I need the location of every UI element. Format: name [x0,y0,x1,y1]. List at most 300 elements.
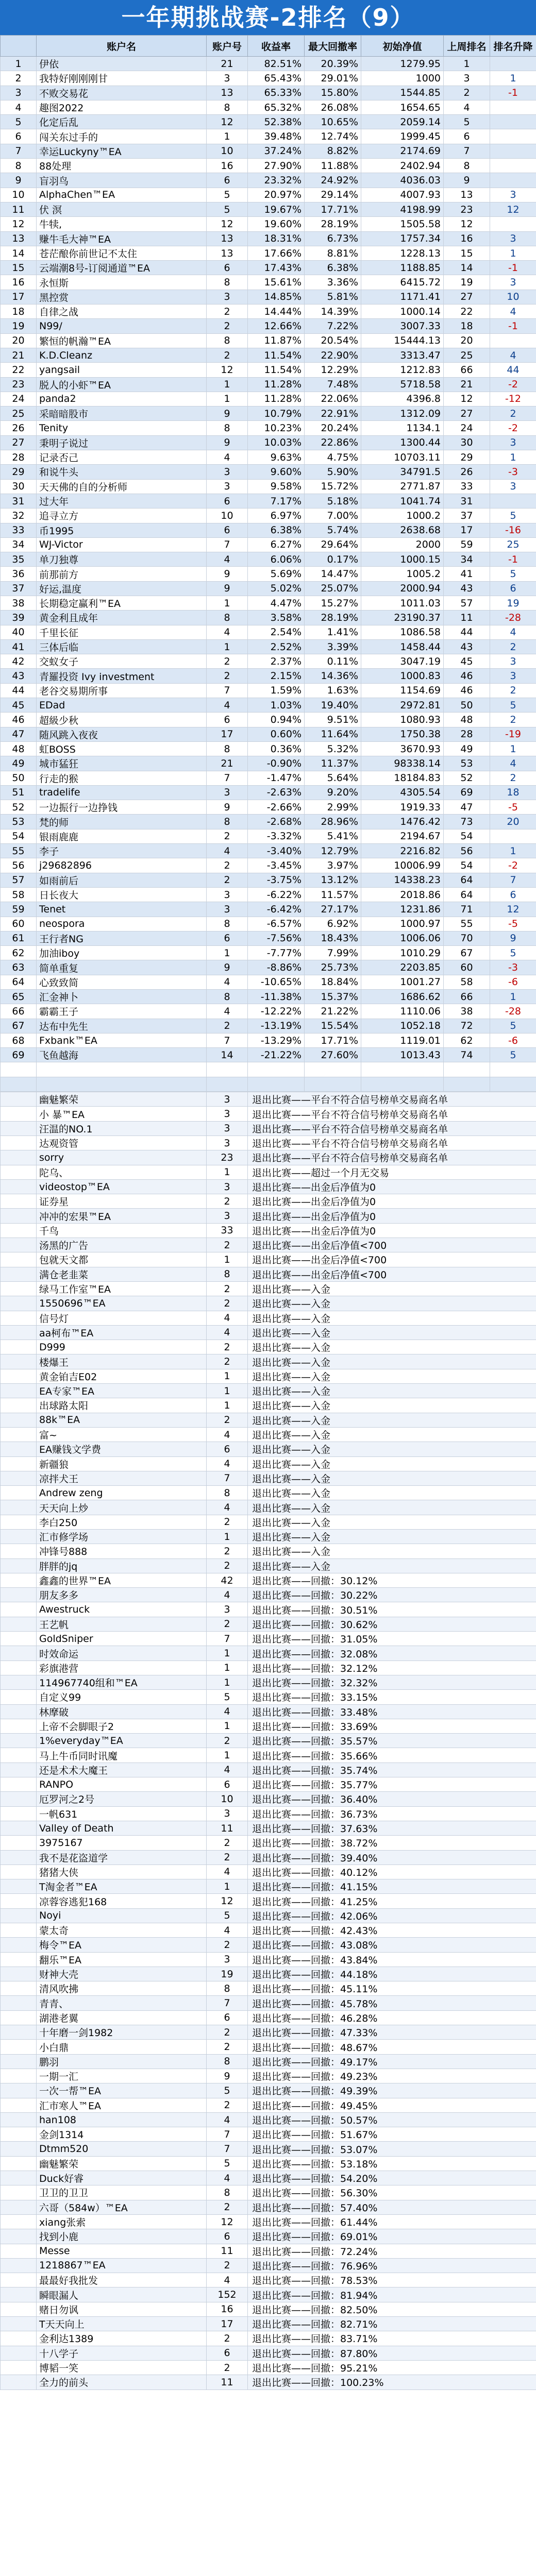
account-no-cell: 7 [207,2127,248,2142]
rank-change-cell: 5 [490,698,536,713]
last-rank-cell: 8 [444,159,490,173]
account-name-cell: 上帝不会脚眼子2 [37,1719,207,1733]
initial-nav-cell: 3047.19 [361,654,444,669]
drawdown-cell: 15.72% [305,479,361,494]
empty-cell [1,1325,37,1340]
exit-reason-cell: 退出比赛——回撤：30.12% [248,1573,536,1587]
empty-cell [1,1952,37,1967]
drawdown-cell: 11.37% [305,756,361,771]
exited-row [1,1865,536,1879]
table-row [1,479,536,494]
exited-row [1,2142,536,2156]
account-no-cell: 6 [207,523,248,537]
account-name-cell: 1218867™EA [37,2258,207,2273]
account-name-cell: 幽魅繁荣 [37,2156,207,2171]
account-no-cell: 7 [207,537,248,552]
account-name-cell: 证券星 [37,1194,207,1209]
rank-cell: 64 [1,975,37,989]
rank-change-cell: 4 [490,348,536,362]
account-name-cell: 88处理 [37,159,207,173]
initial-nav-cell: 1005.2 [361,567,444,581]
table-row [1,844,536,858]
initial-nav-cell: 1654.65 [361,100,444,114]
empty-cell [1,2214,37,2229]
header-row [1,36,536,57]
exited-row [1,2112,536,2127]
account-no-cell: 3 [207,785,248,800]
account-name-cell: 幸运Luckyny™EA [37,144,207,158]
exited-row [1,1879,536,1894]
account-name-cell: 千里长征 [37,625,207,639]
rank-change-cell: 5 [490,946,536,960]
last-rank-cell: 57 [444,596,490,610]
exit-reason-cell: 退出比赛——出金后净值为0 [248,1209,536,1223]
return-cell: 39.48% [248,129,305,144]
drawdown-cell: 25.73% [305,960,361,975]
account-name-cell: 林摩破 [37,1704,207,1719]
initial-nav-cell: 18184.83 [361,771,444,785]
rank-change-cell: 3 [490,669,536,683]
empty-cell [1,1209,37,1223]
account-name-cell: 黄金铂吉E02 [37,1369,207,1383]
empty-cell [1,1762,37,1777]
table-row [1,1004,536,1019]
rank-cell: 26 [1,421,37,435]
empty-cell [1,1646,37,1660]
account-name-cell: 自律之战 [37,304,207,319]
drawdown-cell: 3.36% [305,275,361,290]
account-no-cell: 12 [207,2214,248,2229]
initial-nav-cell: 5718.58 [361,377,444,392]
empty-cell [1,1092,37,1107]
account-no-cell: 4 [207,698,248,713]
empty-cell [1,2229,37,2244]
return-cell: 37.24% [248,144,305,158]
rank-change-cell: 3 [490,654,536,669]
account-name-cell: 趣图2022 [37,100,207,114]
exited-row [1,1325,536,1340]
rank-change-cell [490,829,536,843]
empty-cell [1,1558,37,1573]
initial-nav-cell: 1041.74 [361,494,444,508]
drawdown-cell: 5.74% [305,523,361,537]
account-no-cell: 1 [207,1369,248,1383]
account-no-cell: 8 [207,917,248,931]
rank-cell: 69 [1,1048,37,1062]
rank-change-cell: -28 [490,611,536,625]
table-row [1,275,536,290]
table-row [1,975,536,989]
account-no-cell: 16 [207,159,248,173]
account-no-cell: 17 [207,727,248,741]
account-no-cell: 4 [207,1311,248,1325]
account-name-cell: Dtmm520 [37,2142,207,2156]
rank-change-cell [490,494,536,508]
return-cell: -13.19% [248,1019,305,1033]
rank-cell: 40 [1,625,37,639]
table-row [1,1033,536,1047]
rank-cell: 38 [1,596,37,610]
empty-cell [1,1573,37,1587]
return-cell: 9.60% [248,465,305,479]
account-no-cell: 11 [207,2375,248,2389]
exited-row [1,1150,536,1165]
return-cell: -13.29% [248,1033,305,1047]
account-name-cell: 猪猪大侠 [37,1865,207,1879]
account-name-cell: 达观资管 [37,1136,207,1150]
exited-row [1,1675,536,1689]
initial-nav-cell: 2000 [361,537,444,552]
table-row [1,435,536,450]
account-name-cell: 陀乌、 [37,1165,207,1179]
rank-cell: 47 [1,727,37,741]
rank-change-cell: -6 [490,975,536,989]
account-no-cell: 9 [207,581,248,596]
table-row [1,713,536,727]
drawdown-cell: 8.82% [305,144,361,158]
drawdown-cell: 14.47% [305,567,361,581]
account-name-cell: 全力的前头 [37,2375,207,2389]
return-cell: -10.65% [248,975,305,989]
drawdown-cell: 5.18% [305,494,361,508]
empty-cell [490,1077,536,1091]
rank-cell: 28 [1,450,37,465]
return-cell: 52.38% [248,115,305,129]
account-no-cell: 3 [207,1806,248,1821]
rank-change-cell: -1 [490,261,536,275]
account-no-cell: 2 [207,348,248,362]
initial-nav-cell: 10006.99 [361,858,444,873]
rank-change-cell: -2 [490,858,536,873]
table-row [1,246,536,260]
empty-cell [1,1413,37,1427]
exited-row [1,1792,536,1806]
account-name-cell: panda2 [37,392,207,406]
last-rank-cell: 58 [444,975,490,989]
account-no-cell: 9 [207,567,248,581]
account-no-cell: 2 [207,669,248,683]
table-row [1,494,536,508]
exit-reason-cell: 退出比赛——入金 [248,1427,536,1442]
empty-cell [1,1486,37,1500]
drawdown-cell: 1.63% [305,683,361,698]
account-no-cell: 2 [207,304,248,319]
account-no-cell: 1 [207,1165,248,1179]
exit-reason-cell: 退出比赛——平台不符合信号榜单交易商名单 [248,1136,536,1150]
drawdown-cell: 20.54% [305,333,361,348]
account-name-cell: 化定后乱 [37,115,207,129]
return-cell: -2.63% [248,785,305,800]
account-no-cell: 2 [207,1544,248,1558]
account-name-cell: 彩旗港营 [37,1660,207,1675]
exit-reason-cell: 退出比赛——出金后净值为0 [248,1223,536,1238]
account-no-cell: 21 [207,756,248,771]
rank-cell: 11 [1,202,37,216]
account-name-cell: 马上牛币同时讯魔 [37,1748,207,1762]
last-rank-cell: 9 [444,173,490,188]
return-cell: 11.28% [248,392,305,406]
account-name-cell: 1550696™EA [37,1296,207,1311]
return-cell: -6.22% [248,887,305,902]
account-name-cell: 瞬眼漏人 [37,2287,207,2302]
empty-cell [1,1923,37,1938]
account-no-cell: 6 [207,2229,248,2244]
rank-change-cell: -3 [490,465,536,479]
account-no-cell: 2 [207,1340,248,1354]
empty-cell [1,1675,37,1689]
empty-cell [248,1062,305,1077]
empty-cell [1,1806,37,1821]
drawdown-cell: 24.92% [305,173,361,188]
account-name-cell: 金剑1314 [37,2127,207,2142]
last-rank-cell: 1 [444,57,490,71]
account-name-cell: Duck好睿 [37,2171,207,2185]
rank-cell: 6 [1,129,37,144]
account-name-cell: 厄罗河之2号 [37,1792,207,1806]
rank-cell: 5 [1,115,37,129]
table-row [1,902,536,917]
table-row [1,639,536,654]
return-cell: -11.38% [248,990,305,1004]
rank-cell: 42 [1,654,37,669]
empty-cell [1,1107,37,1121]
drawdown-cell: 7.99% [305,946,361,960]
initial-nav-cell: 34791.5 [361,465,444,479]
account-no-cell: 1 [207,1660,248,1675]
account-name-cell: EA专家™EA [37,1384,207,1398]
exited-row [1,2054,536,2069]
table-row [1,363,536,377]
empty-cell [1,1398,37,1413]
drawdown-cell: 5.90% [305,465,361,479]
rank-cell: 50 [1,771,37,785]
drawdown-cell: 6.92% [305,917,361,931]
account-no-cell: 2 [207,858,248,873]
rank-cell: 43 [1,669,37,683]
account-no-cell: 3 [207,902,248,917]
last-rank-cell: 11 [444,611,490,625]
empty-cell [1,1500,37,1515]
exited-row [1,1850,536,1865]
empty-cell [1,1077,37,1091]
return-cell: 11.28% [248,377,305,392]
empty-cell [1,2258,37,2273]
initial-nav-cell: 1001.27 [361,975,444,989]
empty-cell [1,1150,37,1165]
rank-change-cell: -2 [490,377,536,392]
exit-reason-cell: 退出比赛——入金 [248,1486,536,1500]
drawdown-cell: 12.79% [305,844,361,858]
exited-row [1,1107,536,1121]
exit-reason-cell: 退出比赛——回撤：61.44% [248,2214,536,2229]
account-name-cell: 青羅投资 Ivy investment [37,669,207,683]
empty-cell [1,1427,37,1442]
empty-cell [1,2346,37,2360]
drawdown-cell: 28.19% [305,217,361,231]
exit-reason-cell: 退出比赛——回撤：41.15% [248,1879,536,1894]
exited-row [1,2127,536,2142]
account-name-cell: 繁恒的帆瀚™EA [37,333,207,348]
exit-reason-cell: 退出比赛——回撤：30.51% [248,1602,536,1617]
initial-nav-cell: 2059.14 [361,115,444,129]
last-rank-cell: 45 [444,654,490,669]
rank-cell: 48 [1,741,37,756]
account-no-cell: 33 [207,1223,248,1238]
return-cell: 65.33% [248,86,305,100]
exited-row [1,2258,536,2273]
rank-cell: 10 [1,188,37,202]
rank-cell: 18 [1,304,37,319]
empty-cell [444,1077,490,1091]
exit-reason-cell: 退出比赛——回撤：82.71% [248,2317,536,2331]
exited-row [1,1136,536,1150]
exited-row [1,1369,536,1383]
return-cell: 3.58% [248,611,305,625]
account-no-cell: 14 [207,1048,248,1062]
rank-change-cell: 5 [490,509,536,523]
table-row [1,377,536,392]
exited-row [1,2156,536,2171]
drawdown-cell: 8.81% [305,246,361,260]
account-name-cell: xiang张索 [37,2214,207,2229]
rank-cell: 46 [1,713,37,727]
account-name-cell: 赌日勿讽 [37,2302,207,2316]
exited-row [1,1646,536,1660]
account-name-cell: 城市猛狂 [37,756,207,771]
drawdown-cell: 14.39% [305,304,361,319]
table-row [1,858,536,873]
drawdown-cell: 5.41% [305,829,361,843]
empty-cell [1,1165,37,1179]
exit-reason-cell: 退出比赛——入金 [248,1398,536,1413]
account-name-cell: 信号灯 [37,1311,207,1325]
initial-nav-cell: 3313.47 [361,348,444,362]
account-name-cell: 蒙太奇 [37,1923,207,1938]
exit-reason-cell: 退出比赛——回撤：87.80% [248,2346,536,2360]
account-name-cell: GoldSniper [37,1632,207,1646]
exit-reason-cell: 退出比赛——入金 [248,1456,536,1471]
last-rank-cell: 7 [444,144,490,158]
account-no-cell: 2 [207,873,248,887]
empty-cell [1,1194,37,1209]
initial-nav-cell: 1458.44 [361,639,444,654]
drawdown-cell: 27.60% [305,1048,361,1062]
exited-row [1,1398,536,1413]
return-cell: 0.60% [248,727,305,741]
empty-cell [1,2069,37,2083]
empty-cell [1,1660,37,1675]
account-no-cell: 2 [207,2258,248,2273]
last-rank-cell: 46 [444,683,490,698]
drawdown-cell: 26.08% [305,100,361,114]
account-no-cell: 2 [207,1281,248,1296]
initial-nav-cell: 1505.58 [361,217,444,231]
account-name-cell: Tenet [37,902,207,917]
last-rank-cell: 62 [444,1033,490,1047]
initial-nav-cell: 1110.06 [361,1004,444,1019]
account-name-cell: T淘金者™EA [37,1879,207,1894]
exit-reason-cell: 退出比赛——回撤：54.20% [248,2171,536,2185]
return-cell: 15.61% [248,275,305,290]
initial-nav-cell: 1000.15 [361,552,444,567]
account-no-cell: 5 [207,2083,248,2098]
exit-reason-cell: 退出比赛——回撤：49.17% [248,2054,536,2069]
drawdown-cell: 17.71% [305,202,361,216]
exit-reason-cell: 退出比赛——回撤：57.40% [248,2200,536,2214]
account-name-cell: 汇市修学场 [37,1529,207,1544]
exit-reason-cell: 退出比赛——回撤：56.30% [248,2185,536,2200]
account-name-cell: AlphaChen™EA [37,188,207,202]
account-name-cell: 六哥（584w）™EA [37,2200,207,2214]
account-no-cell: 5 [207,2156,248,2171]
last-rank-cell: 71 [444,902,490,917]
account-name-cell: K.D.Cleanz [37,348,207,362]
return-cell: 6.38% [248,523,305,537]
drawdown-cell: 6.73% [305,231,361,246]
exited-row [1,2360,536,2375]
empty-cell [1,1748,37,1762]
account-no-cell: 8 [207,1267,248,1281]
account-no-cell: 7 [207,1996,248,2010]
account-no-cell: 5 [207,1690,248,1704]
initial-nav-cell: 1000.14 [361,304,444,319]
last-rank-cell: 33 [444,479,490,494]
empty-cell [1,1981,37,1996]
last-rank-cell: 46 [444,669,490,683]
table-row [1,217,536,231]
return-cell: 0.36% [248,741,305,756]
table-row [1,741,536,756]
exited-row [1,2229,536,2244]
last-rank-cell: 74 [444,1048,490,1062]
account-no-cell: 4 [207,2112,248,2127]
exited-row [1,1340,536,1354]
drawdown-cell: 2.99% [305,800,361,815]
account-name-cell: 三体后临 [37,639,207,654]
exit-reason-cell: 退出比赛——超过一个月无交易 [248,1165,536,1179]
return-cell: 12.66% [248,319,305,333]
account-name-cell: 幽魅繁荣 [37,1092,207,1107]
rank-change-cell: 3 [490,275,536,290]
account-name-cell: 黑控赏 [37,290,207,304]
initial-nav-cell: 1013.43 [361,1048,444,1062]
rank-cell: 65 [1,990,37,1004]
drawdown-cell: 13.12% [305,873,361,887]
account-no-cell: 7 [207,1471,248,1485]
exit-reason-cell: 退出比赛——入金 [248,1529,536,1544]
account-no-cell: 12 [207,1894,248,1908]
drawdown-cell: 28.96% [305,815,361,829]
account-no-cell: 12 [207,363,248,377]
exited-row [1,1515,536,1529]
empty-cell [1,1121,37,1136]
return-cell: 6.97% [248,509,305,523]
account-no-cell: 1 [207,1719,248,1733]
rank-cell: 3 [1,86,37,100]
account-no-cell: 4 [207,2171,248,2185]
account-no-cell: 6 [207,494,248,508]
account-no-cell: 8 [207,421,248,435]
exit-reason-cell: 退出比赛——回撤：43.84% [248,1952,536,1967]
rank-change-cell: 1 [490,844,536,858]
account-name-cell: 还是术术大魔王 [37,1762,207,1777]
account-name-cell: 湖港老翼 [37,2010,207,2025]
table-row [1,100,536,114]
account-name-cell: 冲冲的宏果™EA [37,1209,207,1223]
return-cell: -3.40% [248,844,305,858]
account-name-cell: 日长夜大 [37,887,207,902]
account-no-cell: 2 [207,1850,248,1865]
